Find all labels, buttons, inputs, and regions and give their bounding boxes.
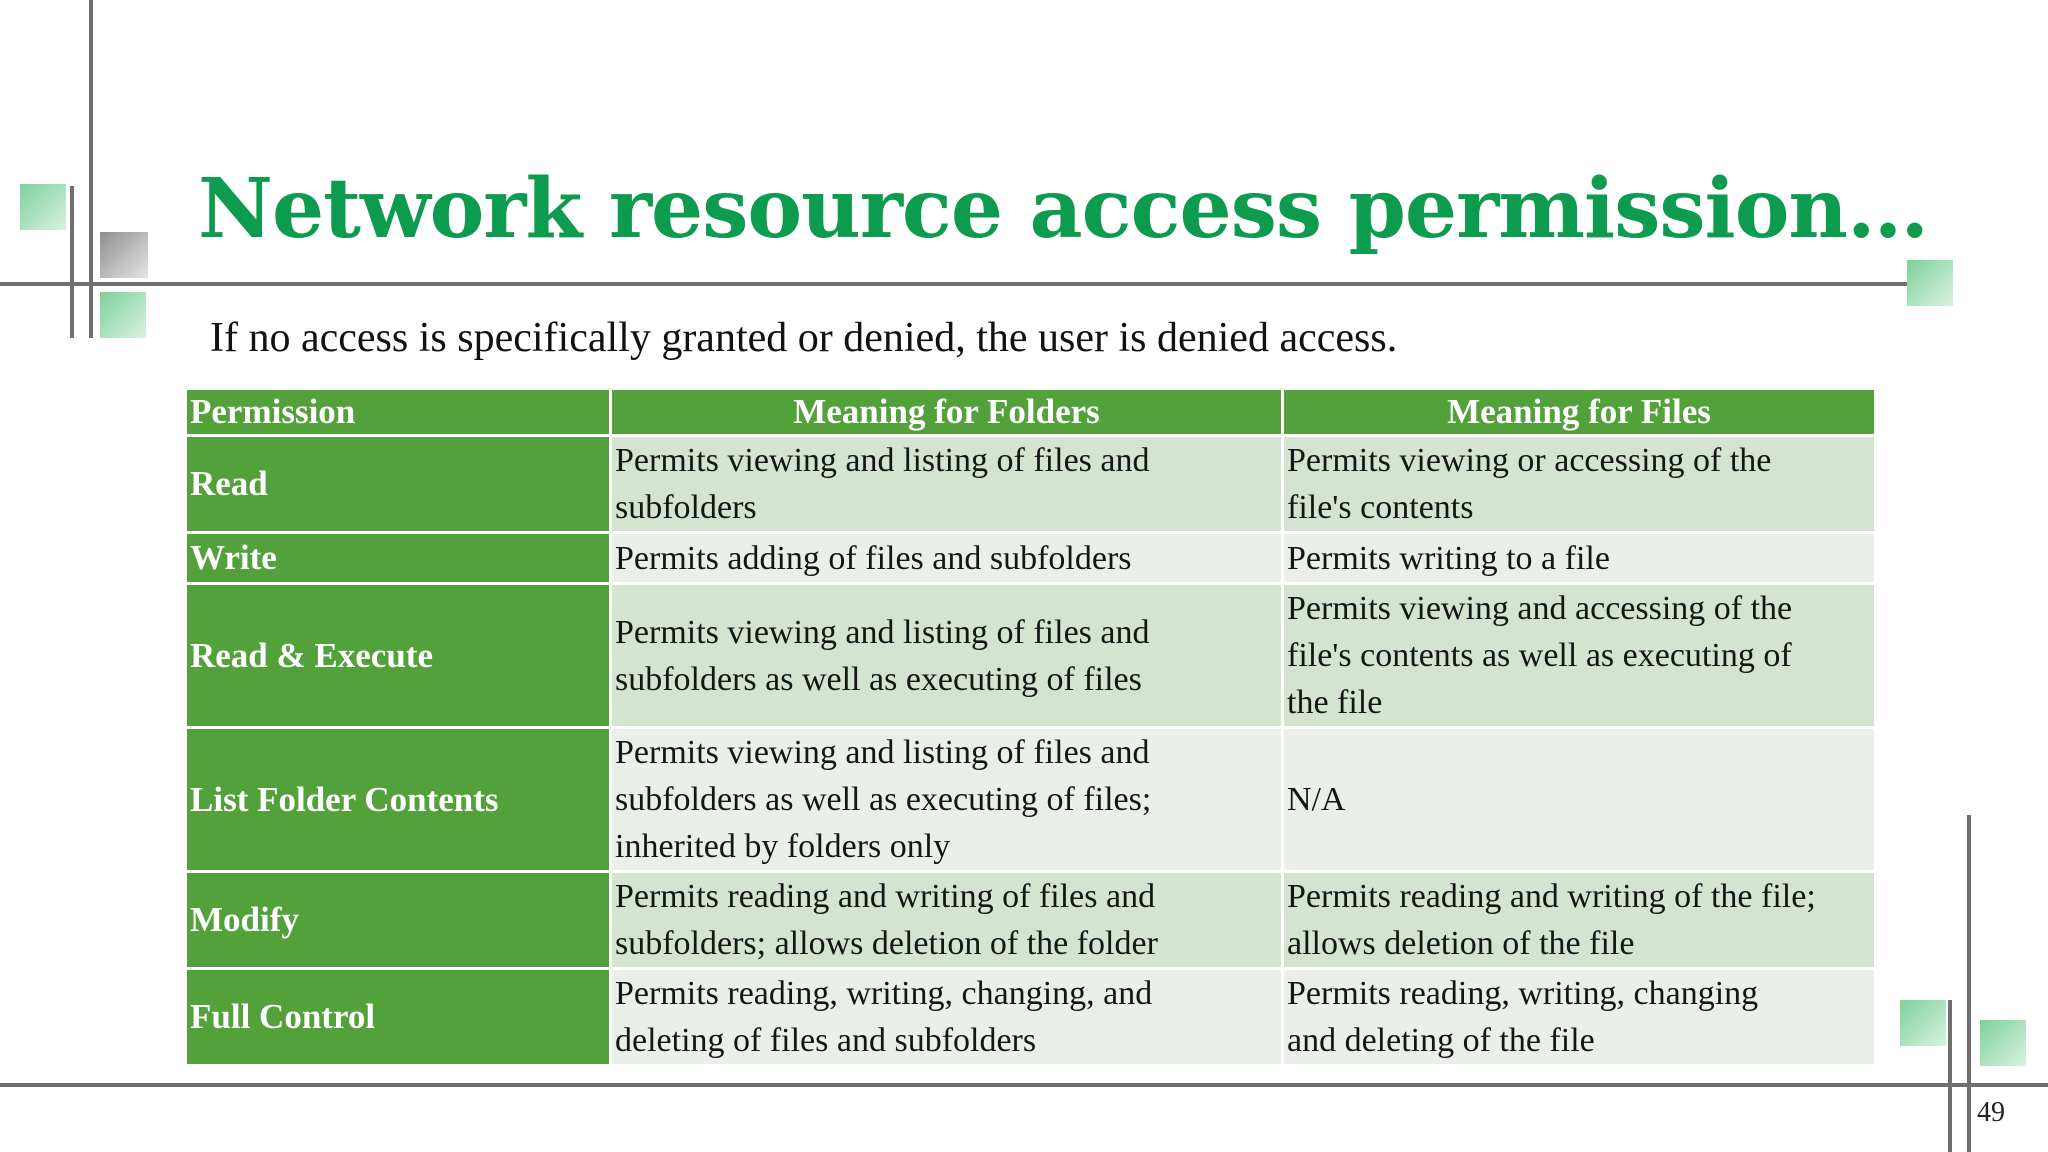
folder-meaning <box>611 584 1283 728</box>
decorative-title-rule <box>0 282 1910 286</box>
page-number: 49 <box>1977 1097 2005 1128</box>
decorative-vertical-line-bottom-right <box>1967 815 1971 1152</box>
table-row <box>186 872 1876 969</box>
table-row <box>186 533 1876 584</box>
decorative-square-green-4 <box>1900 1000 1946 1046</box>
decorative-vertical-line-top-left <box>89 0 93 338</box>
decorative-footer-rule <box>0 1083 2048 1087</box>
folder-meaning <box>611 969 1283 1066</box>
table-row <box>186 969 1876 1066</box>
file-meaning-line: Permits writing to a file <box>1287 539 1610 577</box>
permission-name: List Folder Contents <box>186 728 611 872</box>
decorative-square-green-5 <box>1980 1020 2026 1066</box>
file-meaning <box>1283 436 1876 533</box>
folder-meaning-line: Permits viewing and listing of files and <box>615 613 1150 651</box>
folder-meaning-line: Permits adding of files and subfolders <box>615 539 1132 577</box>
permission-name: Write <box>186 533 611 584</box>
folder-meaning-line: subfolders as well as executing of files; <box>615 781 1152 818</box>
file-meaning-line: Permits reading, writing, changing <box>1287 975 1759 1012</box>
file-meaning-line: allows deletion of the file <box>1287 925 1635 962</box>
file-meaning <box>1283 872 1876 969</box>
table-row <box>186 436 1876 533</box>
file-meaning-line: file's contents as well as executing of <box>1287 637 1792 674</box>
file-meaning-line: Permits viewing or accessing of the <box>1287 442 1772 479</box>
file-meaning-line: file's contents <box>1287 489 1474 526</box>
folder-meaning <box>611 872 1283 969</box>
file-meaning <box>1283 728 1876 872</box>
header-permission: Permission <box>186 389 611 436</box>
table-header-row <box>186 389 1876 436</box>
permission-name: Read <box>186 436 611 533</box>
folder-meaning-line: Permits reading, writing, changing, and <box>615 975 1153 1012</box>
table-row <box>186 584 1876 728</box>
file-meaning-line: Permits reading and writing of the file; <box>1287 878 1816 915</box>
decorative-vertical-line-bottom-right-short <box>1948 1000 1952 1152</box>
decorative-square-green-3 <box>1907 260 1953 306</box>
slide-subtitle: If no access is specifically granted or denied, the user is denied access. <box>210 315 1398 361</box>
file-meaning <box>1283 969 1876 1066</box>
folder-meaning <box>611 728 1283 872</box>
file-meaning-line: Permits viewing and accessing of the <box>1287 590 1793 627</box>
folder-meaning-line: deleting of files and subfolders <box>615 1022 1037 1059</box>
decorative-square-grey <box>100 232 148 278</box>
permission-name: Read & Execute <box>186 584 611 728</box>
header-meaning-for-files: Meaning for Files <box>1283 389 1876 436</box>
file-meaning <box>1283 533 1876 584</box>
permission-name: Modify <box>186 872 611 969</box>
folder-meaning-line: subfolders <box>615 489 757 526</box>
decorative-square-green-1 <box>20 184 66 230</box>
table-row <box>186 728 1876 872</box>
file-meaning-line: N/A <box>1287 781 1346 818</box>
decorative-vertical-line-top-left-short <box>70 186 74 338</box>
folder-meaning <box>611 436 1283 533</box>
header-meaning-for-folders: Meaning for Folders <box>611 389 1283 436</box>
folder-meaning-line: subfolders as well as executing of files <box>615 660 1142 698</box>
folder-meaning <box>611 533 1283 584</box>
folder-meaning-line: Permits viewing and listing of files and <box>615 442 1150 479</box>
folder-meaning-line: subfolders; allows deletion of the folder <box>615 925 1158 962</box>
file-meaning-line: and deleting of the file <box>1287 1022 1595 1059</box>
file-meaning-line: the file <box>1287 684 1383 721</box>
file-meaning <box>1283 584 1876 728</box>
folder-meaning-line: Permits reading and writing of files and <box>615 878 1156 915</box>
slide-title: Network resource access permission… <box>198 161 1929 257</box>
decorative-square-green-2 <box>100 292 146 338</box>
folder-meaning-line: Permits viewing and listing of files and <box>615 734 1150 771</box>
permission-name: Full Control <box>186 969 611 1066</box>
permissions-table <box>184 387 1877 1067</box>
folder-meaning-line: inherited by folders only <box>615 828 951 865</box>
